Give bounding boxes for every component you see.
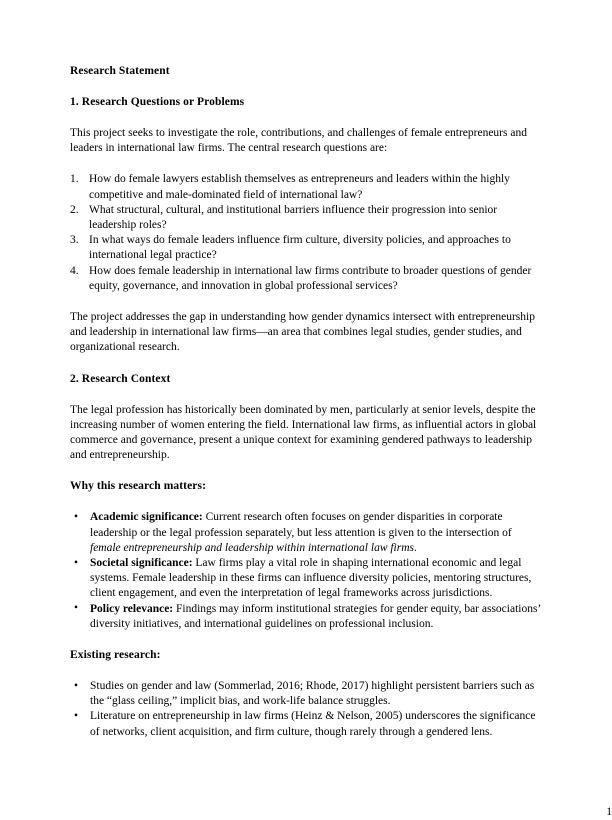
intro-paragraph: This project seeks to investigate the role, contributions, and challenges of female entrepreneurs and leaders in international law firms. The central research questions are: bbox=[70, 127, 527, 155]
list-item-text: How do female lawyers establish themselves as entrepreneurs and leaders within the highly competitive and male-dominated field of international law? bbox=[89, 173, 510, 201]
bullet-text-after-emphasis: . bbox=[414, 541, 417, 554]
bullet-icon: • bbox=[74, 510, 79, 523]
bullet-text: Literature on entrepreneurship in law firms (Heinz & Nelson, 2005) underscores the significance of networks, client acquisition, and firm culture, though rarely through a gendered lens. bbox=[90, 710, 536, 738]
bullet-text-before-emphasis: Law firms play a vital role in shaping international economic and legal systems. Female leadership in these firms can influence diversity policies, mentoring structures, client engagement, and even the interpretation of legal frameworks across jurisdictions. bbox=[90, 557, 532, 600]
bullet-icon: • bbox=[74, 679, 79, 692]
list-item bbox=[70, 203, 542, 233]
bullet-icon: • bbox=[74, 556, 79, 569]
list-item bbox=[70, 679, 542, 709]
bullet-icon: • bbox=[74, 709, 79, 722]
bullet-emphasis-phrase: female entrepreneurship and leadership within international law firms bbox=[90, 541, 415, 554]
page-number: 1 bbox=[606, 806, 612, 818]
bullet-lead-in: Societal significance: bbox=[90, 557, 193, 570]
why-matters-bullet-list bbox=[70, 510, 542, 632]
list-marker: 1. bbox=[70, 173, 79, 186]
bullet-lead-in: Policy relevance: bbox=[90, 602, 174, 615]
document-body bbox=[70, 64, 612, 818]
list-item-text: How does female leadership in international law firms contribute to broader questions of gender equity, governance, and innovation in global professional services? bbox=[89, 264, 532, 292]
subheading-existing-research: Existing research: bbox=[70, 649, 161, 662]
list-item-text: In what ways do female leaders influence firm culture, diversity policies, and approaches to international legal practice? bbox=[89, 234, 511, 262]
list-item bbox=[70, 510, 542, 556]
list-item bbox=[70, 172, 542, 202]
list-item bbox=[70, 602, 542, 632]
research-questions-list bbox=[70, 172, 542, 294]
list-item-text: What structural, cultural, and institutional barriers influence their progression into senior leadership roles? bbox=[89, 203, 498, 232]
bullet-text-before-emphasis: Findings may inform institutional strategies for gender equity, bar associations’ diversity initiatives, and international guidelines on professional inclusion. bbox=[90, 602, 541, 630]
list-item bbox=[70, 264, 542, 294]
list-marker: 2. bbox=[70, 203, 79, 216]
existing-research-bullet-list bbox=[70, 679, 542, 740]
list-item bbox=[70, 233, 542, 263]
section-heading-research-context: 2. Research Context bbox=[70, 372, 171, 385]
subheading-why-this-research-matters: Why this research matters: bbox=[70, 480, 206, 493]
list-item bbox=[70, 556, 542, 602]
list-marker: 4. bbox=[70, 264, 79, 277]
bullet-icon: • bbox=[74, 602, 79, 615]
section-heading-research-questions: 1. Research Questions or Problems bbox=[70, 96, 245, 108]
research-context-paragraph: The legal profession has historically been dominated by men, particularly at senior levels, despite the increasing number of women entering the field. International law firms, as influential actors in global commerce and governance, present a unique context for examining gendered pathways to leadership and entrepreneurship. bbox=[70, 403, 537, 462]
bullet-text: Studies on gender and law (Sommerlad, 2016; Rhode, 2017) highlight persistent barriers such as the “glass ceiling,” implicit bias, and work-life balance struggles. bbox=[90, 680, 535, 708]
bullet-lead-in: Academic significance: bbox=[90, 511, 203, 524]
document-title: Research Statement bbox=[70, 65, 170, 77]
bullet-text-before-emphasis: Current research often focuses on gender disparities in corporate leadership or the legal profession separately, but less attention is given to the intersection of bbox=[90, 511, 512, 539]
research-gap-paragraph: The project addresses the gap in understanding how gender dynamics intersect with entrepreneurship and leadership in international law firms—an area that combines legal studies, gender studies, and organizational research. bbox=[70, 311, 535, 354]
list-marker: 3. bbox=[70, 234, 79, 247]
list-item bbox=[70, 709, 542, 739]
